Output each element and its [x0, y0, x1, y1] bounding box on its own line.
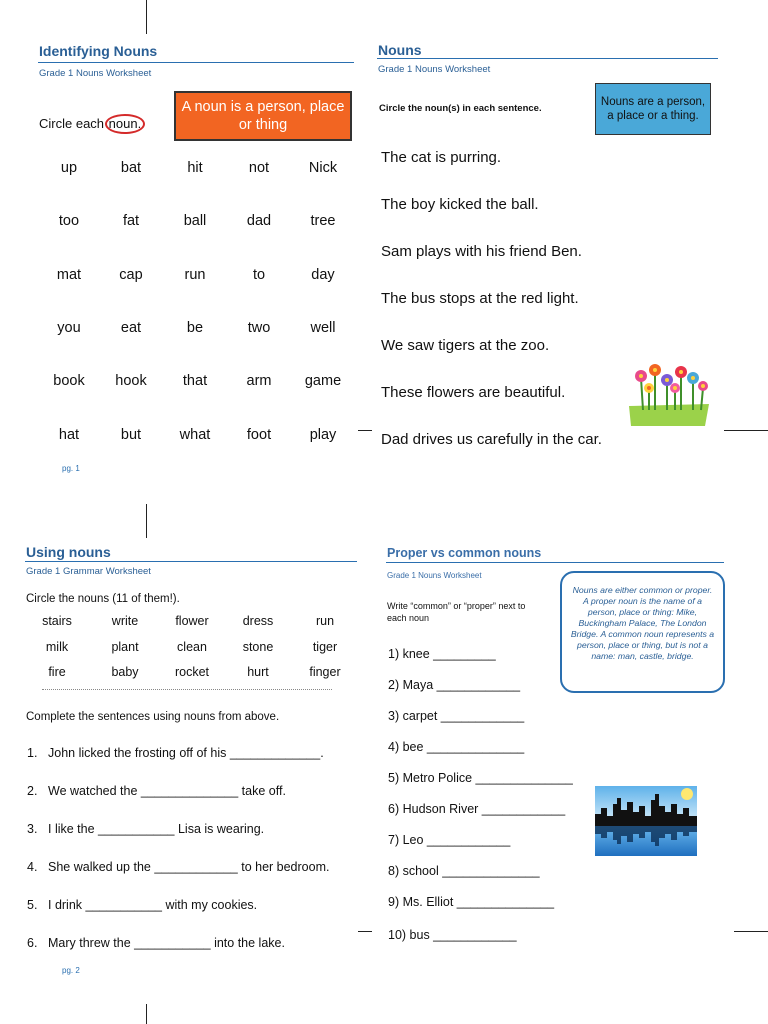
fill-in-sentence[interactable]: I like the ___________ Lisa is wearing.	[48, 822, 265, 836]
word[interactable]: play	[309, 427, 337, 443]
word[interactable]: fat	[122, 213, 140, 229]
word[interactable]: hook	[115, 373, 147, 389]
page-title: Identifying Nouns	[39, 43, 158, 59]
title-rule	[38, 62, 354, 63]
fill-in-sentence[interactable]: She walked up the ____________ to her bedroom.	[48, 860, 330, 874]
cut-mark-left-1	[358, 430, 372, 431]
cut-mark-right-1	[724, 430, 768, 431]
page-subtitle: Grade 1 Nouns Worksheet	[387, 571, 482, 580]
sentence-number: 5.	[27, 898, 38, 912]
definition-callout	[174, 91, 352, 141]
cut-mark-right-2	[734, 931, 768, 932]
sentence[interactable]: The boy kicked the ball.	[381, 196, 539, 213]
cut-mark-top	[146, 0, 147, 34]
page-number: pg. 1	[62, 464, 80, 473]
word[interactable]: baby	[111, 665, 139, 679]
word[interactable]: clean	[177, 640, 207, 654]
instruction: Write “common” or “proper” next to each noun	[387, 601, 526, 623]
word[interactable]: that	[182, 373, 208, 389]
word[interactable]: what	[179, 427, 211, 443]
word[interactable]: hat	[58, 427, 80, 443]
word[interactable]: ball	[183, 213, 207, 229]
word[interactable]: stairs	[42, 614, 72, 628]
instruction: Circle the nouns (11 of them!).	[26, 593, 180, 605]
word[interactable]: two	[247, 320, 271, 336]
word[interactable]: bat	[120, 160, 142, 176]
sentence[interactable]: Dad drives us carefully in the car.	[381, 431, 602, 448]
cut-mark-middle	[146, 504, 147, 538]
callout-text: A noun is a person, place or thing	[181, 99, 345, 133]
word[interactable]: to	[252, 267, 266, 283]
instruction: Circle the noun(s) in each sentence.	[379, 103, 542, 114]
sentence[interactable]: We saw tigers at the zoo.	[381, 337, 550, 354]
page-title: Proper vs common nouns	[387, 546, 542, 560]
word[interactable]: run	[315, 614, 335, 628]
word[interactable]: rocket	[174, 665, 210, 679]
instruction-2: Complete the sentences using nouns from above.	[26, 711, 280, 723]
sentence[interactable]: These flowers are beautiful.	[381, 384, 566, 401]
word[interactable]: foot	[246, 427, 272, 443]
word[interactable]: finger	[309, 665, 341, 679]
definition-callout	[595, 83, 711, 135]
noun-item[interactable]: 2) Maya ____________	[388, 678, 521, 692]
fill-in-sentence[interactable]: We watched the ______________ take off.	[48, 784, 286, 798]
fill-in-sentence[interactable]: Mary threw the ___________ into the lake.	[48, 936, 285, 950]
word[interactable]: hit	[187, 160, 203, 176]
title-rule	[386, 562, 724, 563]
cut-mark-bottom	[146, 1004, 147, 1024]
dotted-divider	[42, 689, 332, 690]
word[interactable]: arm	[246, 373, 272, 389]
noun-item[interactable]: 7) Leo ____________	[388, 833, 511, 847]
word[interactable]: hurt	[247, 665, 269, 679]
word[interactable]: Nick	[308, 160, 338, 176]
word[interactable]: but	[120, 427, 142, 443]
word[interactable]: stone	[242, 640, 274, 654]
fill-in-sentence[interactable]: I drink ___________ with my cookies.	[48, 898, 258, 912]
city-skyline-icon	[595, 786, 697, 856]
word[interactable]: tree	[310, 213, 336, 229]
word[interactable]: tiger	[312, 640, 338, 654]
title-rule	[377, 58, 718, 59]
sentence-number: 2.	[27, 784, 38, 798]
circled-word: noun.	[105, 114, 146, 134]
word[interactable]: up	[60, 160, 78, 176]
word[interactable]: plant	[111, 640, 139, 654]
sentence[interactable]: Sam plays with his friend Ben.	[381, 243, 582, 260]
noun-item[interactable]: 6) Hudson River ____________	[388, 802, 566, 816]
callout-text: Nouns are a person, a place or a thing.	[600, 96, 706, 122]
word[interactable]: milk	[45, 640, 69, 654]
page-subtitle: Grade 1 Grammar Worksheet	[26, 566, 151, 577]
word[interactable]: mat	[56, 267, 82, 283]
page-title: Nouns	[378, 42, 422, 58]
page-subtitle: Grade 1 Nouns Worksheet	[378, 64, 491, 75]
word[interactable]: flower	[175, 614, 209, 628]
callout-text: Nouns are either common or proper. A proper noun is the name of a person, place or thing: Mike, Buckingham Palace, The London Bridge. A common noun represents a person, place or thing, but is not a name: man, castle, bridge.	[570, 585, 715, 661]
word[interactable]: well	[310, 320, 336, 336]
page-title: Using nouns	[26, 544, 111, 560]
word[interactable]: book	[53, 373, 85, 389]
word[interactable]: cap	[119, 267, 143, 283]
title-rule	[25, 561, 357, 562]
word[interactable]: game	[304, 373, 342, 389]
sentence-number: 1.	[27, 746, 38, 760]
word[interactable]: day	[311, 267, 335, 283]
noun-item[interactable]: 3) carpet ____________	[388, 709, 525, 723]
word[interactable]: dad	[246, 213, 272, 229]
word[interactable]: dress	[242, 614, 274, 628]
word[interactable]: write	[111, 614, 139, 628]
noun-item[interactable]: 4) bee ______________	[388, 740, 525, 754]
instruction-text: Circle each	[39, 116, 105, 131]
noun-item[interactable]: 1) knee _________	[388, 647, 496, 661]
sentence[interactable]: The bus stops at the red light.	[381, 290, 579, 307]
word[interactable]: you	[57, 320, 81, 336]
sentence[interactable]: The cat is purring.	[381, 149, 502, 166]
word[interactable]: too	[58, 213, 80, 229]
word[interactable]: be	[186, 320, 204, 336]
sentence-number: 3.	[27, 822, 38, 836]
word[interactable]: eat	[120, 320, 142, 336]
word[interactable]: run	[184, 267, 206, 283]
sentence-number: 4.	[27, 860, 38, 874]
noun-item[interactable]: 9) Ms. Elliot ______________	[388, 895, 555, 909]
instruction	[39, 114, 145, 134]
noun-item[interactable]: 8) school ______________	[388, 864, 540, 878]
fill-in-sentence[interactable]: John licked the frosting off of his _____________.	[48, 746, 324, 760]
definition-callout	[560, 571, 725, 693]
noun-item[interactable]: 10) bus ____________	[388, 928, 517, 942]
sentence-number: 6.	[27, 936, 38, 950]
cut-mark-left-2	[358, 931, 372, 932]
page-subtitle: Grade 1 Nouns Worksheet	[39, 68, 152, 79]
page-number: pg. 2	[62, 966, 80, 975]
word[interactable]: fire	[48, 665, 66, 679]
noun-item[interactable]: 5) Metro Police ______________	[388, 771, 573, 785]
word[interactable]: not	[248, 160, 270, 176]
flowers-icon	[627, 360, 711, 428]
